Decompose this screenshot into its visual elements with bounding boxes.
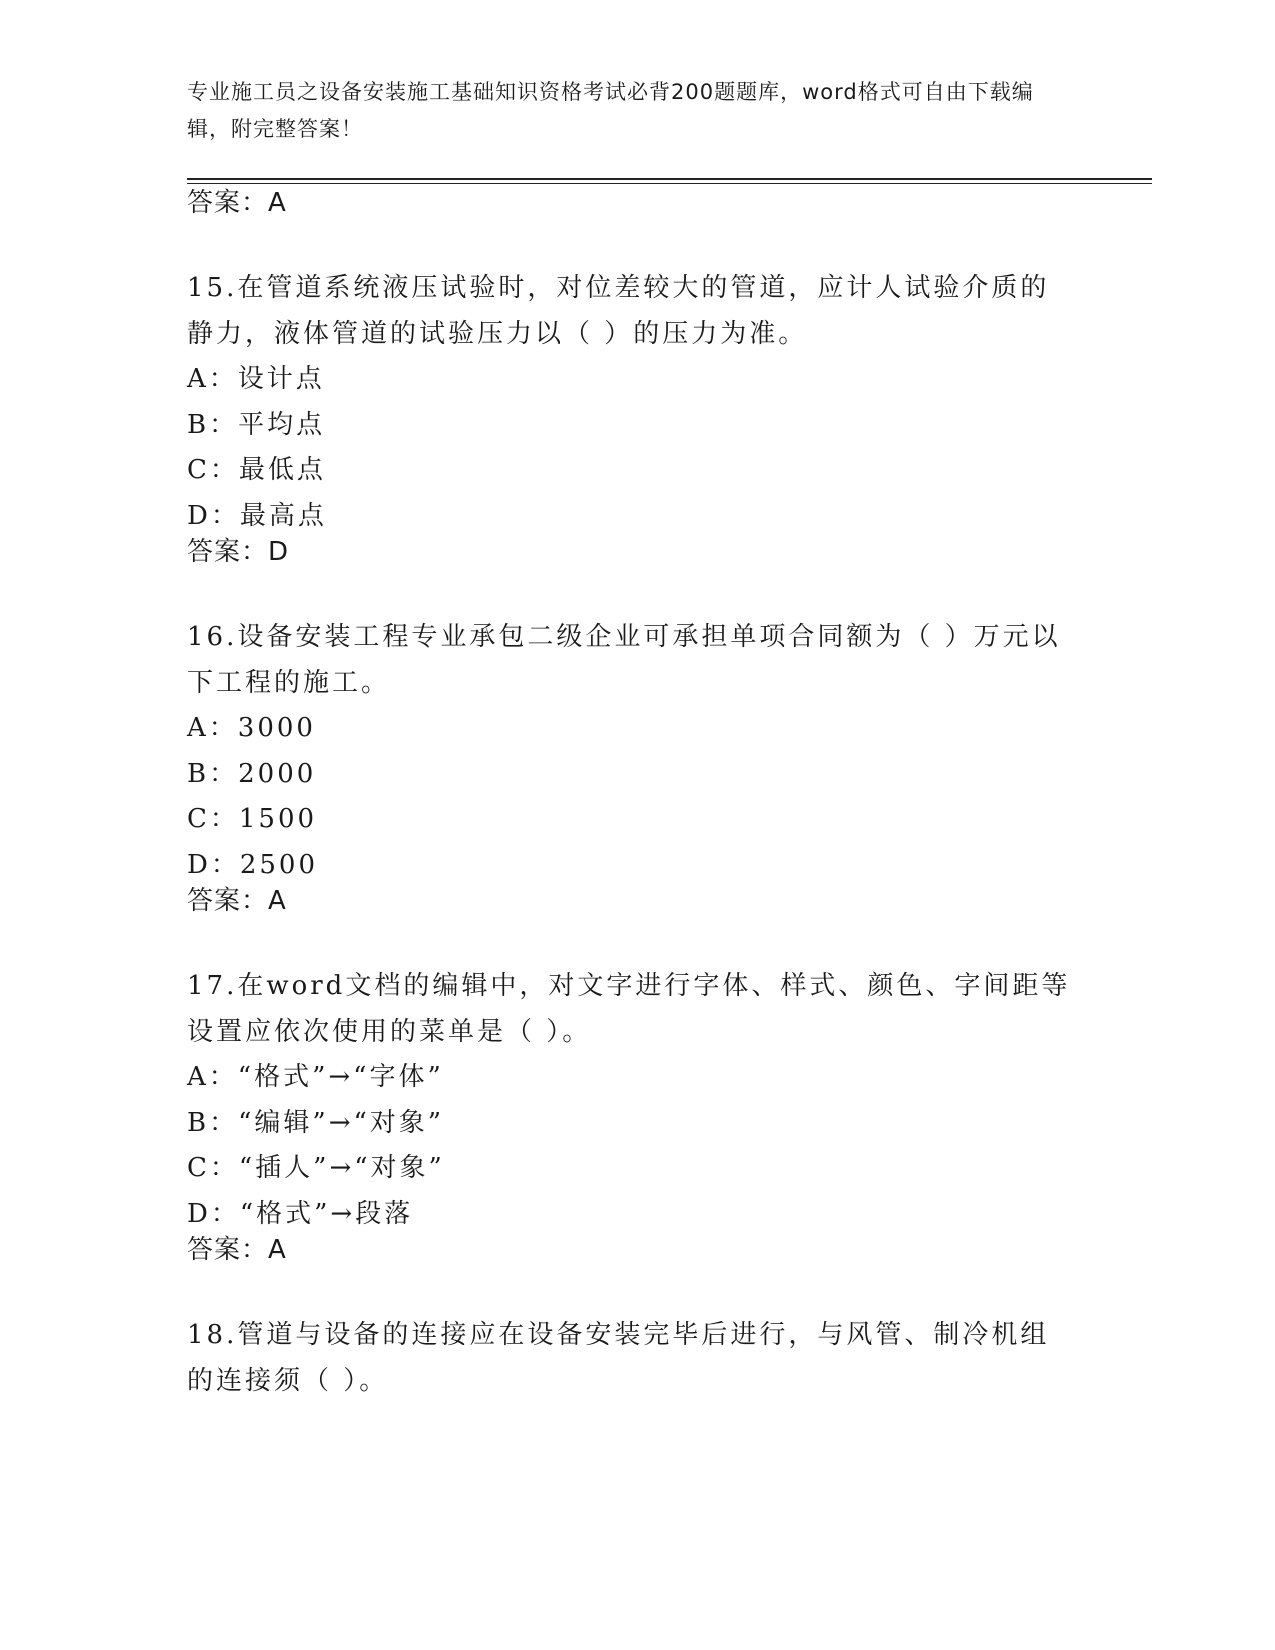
option-a: A：“格式”→“字体” — [187, 1062, 444, 1092]
option-a: A：设计点 — [187, 364, 325, 394]
option-b: B：2000 — [187, 758, 317, 789]
option-c: C：1500 — [187, 804, 318, 834]
question-stem: 15.在管道系统液压试验时，对位差较大的管道，应计人试验介质的静力，液体管道的试验压力以（ ）的压力为准。 — [187, 273, 1050, 349]
question-16 — [187, 615, 1077, 888]
answer-16: 答案：A — [187, 886, 287, 916]
header-rule-thin — [187, 183, 1152, 184]
question-18 — [187, 1313, 1077, 1404]
answer-17: 答案：A — [187, 1235, 287, 1265]
question-stem: 18.管道与设备的连接应在设备安装完毕后进行，与风管、制冷机组的连接须（ ）。 — [187, 1320, 1050, 1396]
option-d: D：2500 — [187, 849, 319, 880]
question-15 — [187, 266, 1077, 539]
question-17 — [187, 964, 1077, 1237]
option-d: D：最高点 — [187, 500, 327, 531]
prev-answer: 答案：A — [187, 188, 287, 218]
header-title: 专业施工员之设备安装施工基础知识资格考试必背200题题库，word格式可自由下载编辑，附完整答案！ — [187, 80, 1034, 141]
option-d: D：“格式”→段落 — [187, 1198, 414, 1229]
answer-15: 答案：D — [187, 537, 290, 567]
question-stem: 17.在word文档的编辑中，对文字进行字体、样式、颜色、字间距等设置应依次使用的菜单是（ ）。 — [187, 971, 1071, 1047]
header-rule-thick — [187, 178, 1152, 180]
document-header — [187, 74, 1067, 148]
option-a: A：3000 — [187, 713, 316, 743]
option-b: B：平均点 — [187, 409, 326, 440]
option-b: B：“编辑”→“对象” — [187, 1107, 445, 1138]
option-c: C：“插人”→“对象” — [187, 1153, 445, 1183]
question-stem: 16.设备安装工程专业承包二级企业可承担单项合同额为（ ）万元以下工程的施工。 — [187, 622, 1061, 698]
option-c: C：最低点 — [187, 455, 326, 485]
